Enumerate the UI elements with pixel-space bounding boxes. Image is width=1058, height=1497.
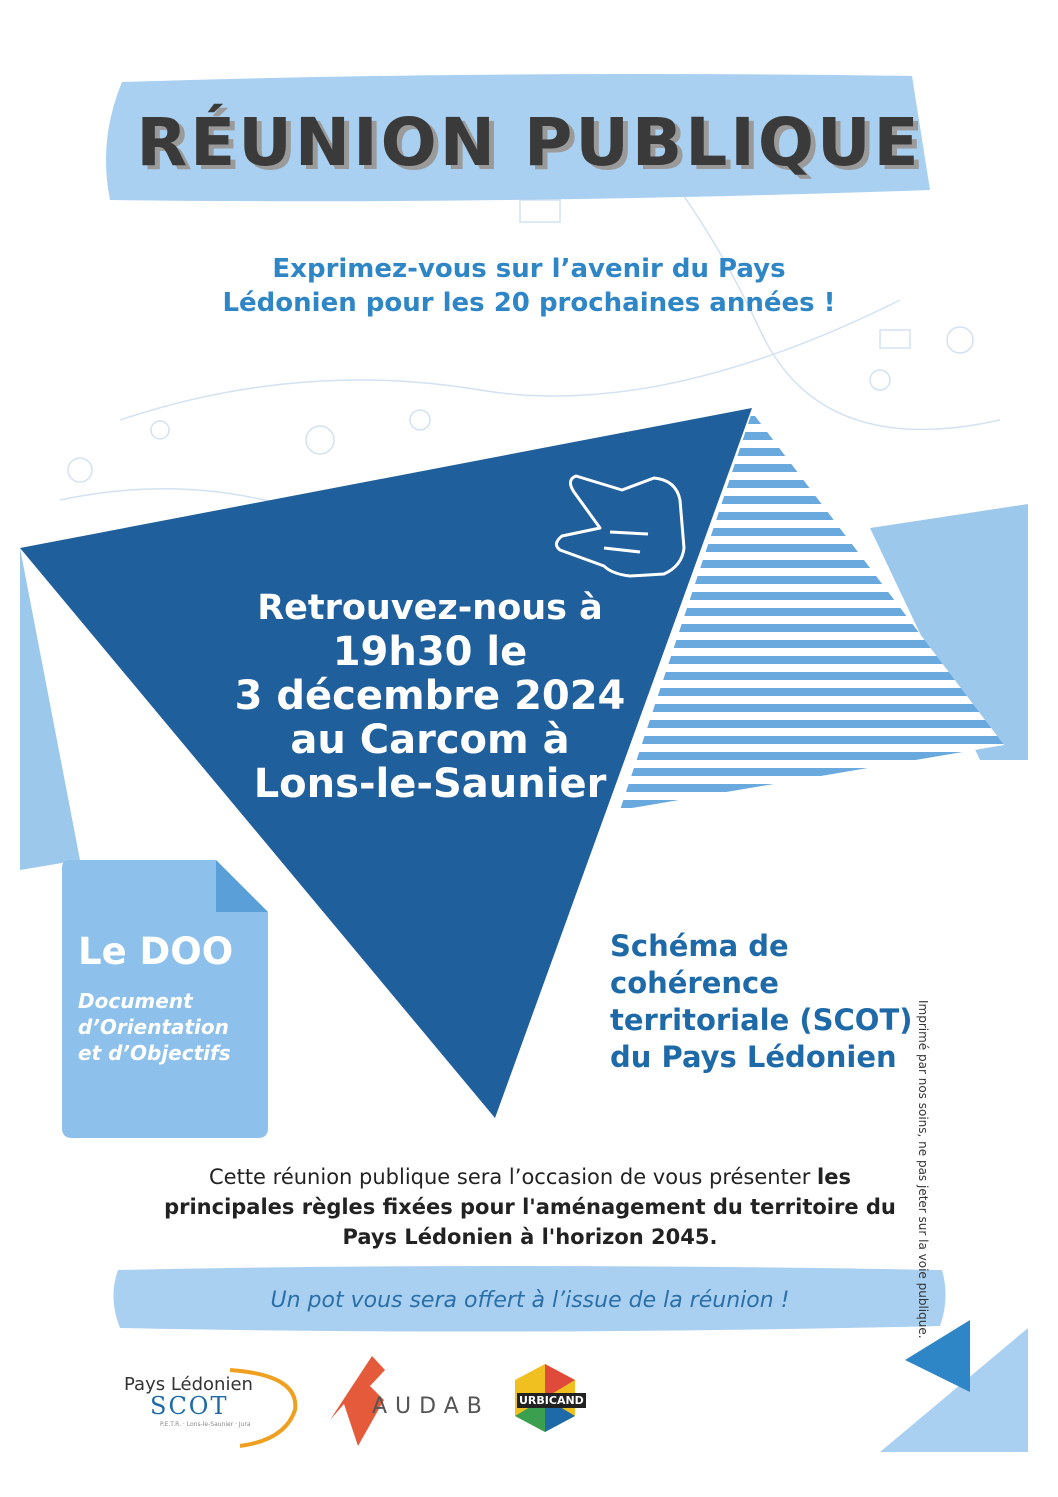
doo-title: Le DOO	[78, 930, 234, 973]
event-venue: au Carcom à	[290, 717, 570, 763]
description-intro: Cette réunion publique sera l’occasion de vous présenter	[209, 1165, 818, 1189]
subtitle-line-2: Lédonien pour les 20 prochaines années !	[222, 288, 836, 318]
description-bold-3: Pays Lédonien à l'horizon 2045.	[342, 1225, 718, 1249]
event-city: Lons-le-Saunier	[253, 761, 607, 807]
scot-heading	[610, 928, 913, 1076]
subtitle-line-1: Exprimez-vous sur l’avenir du Pays	[272, 254, 786, 284]
page-title: RÉUNION PUBLIQUE	[136, 104, 922, 181]
scot-line-2: cohérence	[610, 966, 779, 1000]
urbicand-logo-text: URBICAND	[519, 1394, 584, 1407]
scot-logo-text: SCOT	[150, 1392, 229, 1420]
event-line-1: Retrouvez-nous à	[257, 588, 603, 628]
refreshment-note: Un pot vous sera offert à l’issue de la réunion !	[270, 1288, 790, 1313]
description-bold-2: principales règles fixées pour l'aménagement du territoire du	[164, 1195, 896, 1219]
scot-line-3: territoriale (SCOT)	[610, 1003, 913, 1037]
doo-line-1: Document	[78, 989, 193, 1013]
description-paragraph	[70, 1162, 990, 1252]
event-details	[200, 586, 660, 806]
event-date: 3 décembre 2024	[234, 673, 626, 719]
doo-line-3: et d’Objectifs	[78, 1041, 231, 1065]
bottom-right-triangle-dark	[905, 1320, 970, 1392]
scot-line-4: du Pays Lédonien	[610, 1040, 897, 1074]
audab-logo-text: AUDAB	[372, 1394, 490, 1419]
scot-logo-subtext: P.E.T.R. · Lons-le-Saunier · Jura	[160, 1421, 251, 1428]
pays-ledonien-logo-text: Pays Lédonien	[124, 1374, 253, 1395]
scot-line-1: Schéma de	[610, 929, 789, 963]
event-time: 19h30 le	[332, 629, 528, 675]
doo-line-2: d’Orientation	[78, 1015, 229, 1039]
doo-document-fold	[216, 860, 268, 912]
description-bold-1: les	[817, 1165, 851, 1189]
side-print-notice: Imprimé par nos soins, ne pas jeter sur la voie publique.	[916, 1000, 930, 1339]
subtitle	[120, 252, 938, 320]
doo-subtitle	[78, 988, 231, 1066]
